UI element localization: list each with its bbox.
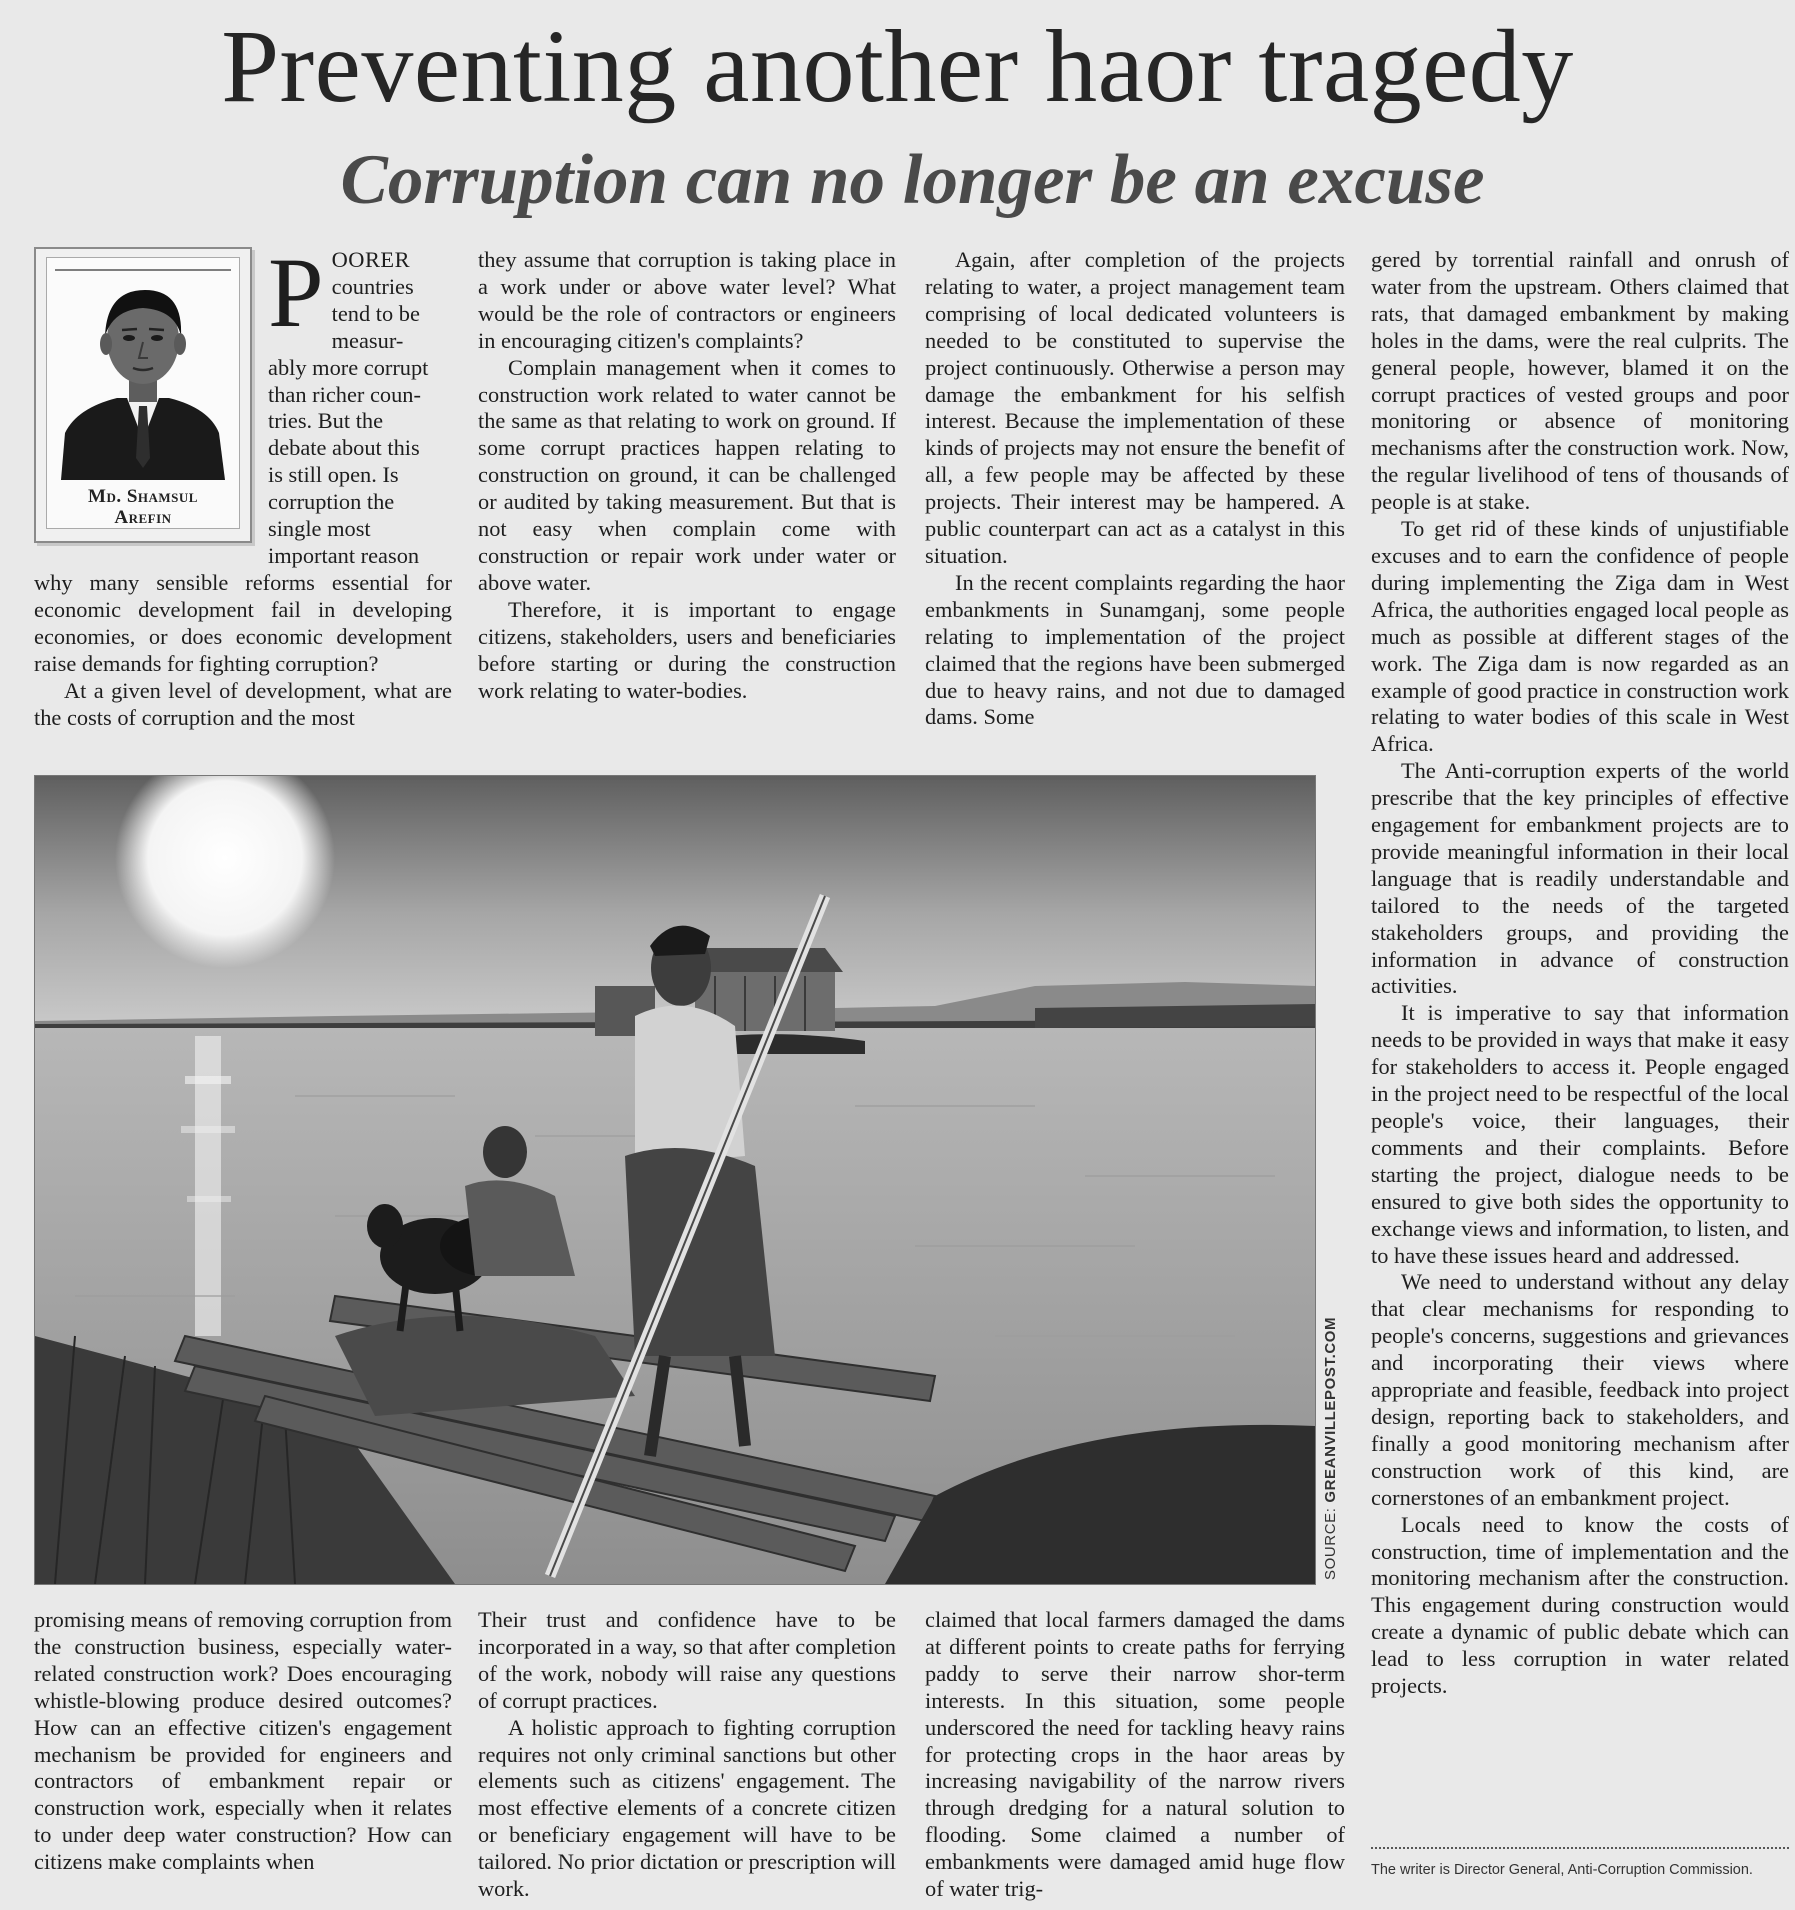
- intro-line: measur-: [331, 327, 404, 353]
- subhead: Corruption can no longer be an excuse: [340, 141, 1485, 219]
- intro-line: single most: [268, 516, 371, 542]
- column-1-bottom: [34, 1607, 452, 1876]
- paragraph: Their trust and confidence have to be incorporated in a way, so that after completion of the work, nobody will raise any questions of corrupt practices.: [478, 1607, 896, 1713]
- column-3-top: [925, 247, 1345, 731]
- paragraph: gered by torrential rainfall and onrush of water from the upstream. Others claimed that rats, that damaged embankment by making holes in the dams, were the real culprits. The general people, however, blamed it on the corrupt practices of vested groups and poor monitoring or absence of monitoring mechanisms after the construction work. Now, the regular livelihood of tens of thousands of people is at stake.: [1371, 247, 1789, 515]
- paragraph: Locals need to know the costs of construction, time of implementation and the monitoring mechanism after the construction. This engagement during construction would create a dynamic of public debate which can lead to less corruption in water related projects.: [1371, 1511, 1789, 1699]
- paragraph: Again, after completion of the projects relating to water, a project management team comprising of local dedicated volunteers is needed to be constituted to supervise the project continuously. Otherwise a person may damage the embankment for his selfish interest. Because the implementation of these kinds of projects may not ensure the benefit of all, a few people may be affected by these projects. Their interest may be hampered. A public counterpart can act as a catalyst in this situation.: [925, 247, 1345, 568]
- author-box: [34, 247, 252, 543]
- paragraph: At a given level of development, what are the costs of corruption and the most: [34, 677, 452, 730]
- paragraph: It is imperative to say that information needs to be provided in ways that make it easy for stakeholders to access it. People engaged in the project need to be respectful of the local people's voice, their languages, their comments and their complaints. Before starting the project, dialogue needs to be ensured to give both sides the opportunity to exchange views and information, to listen, and to have these issues heard and addressed.: [1371, 1000, 1789, 1268]
- column-4: [1371, 247, 1789, 1700]
- drop-cap: P: [268, 237, 324, 348]
- paragraph: In the recent complaints regarding the haor embankments in Sunamganj, some people relating to implementation of the project claimed that the regions have been submerged due to heavy rains, and not due to damaged dams. Some: [925, 569, 1345, 730]
- intro-line: ably more corrupt: [268, 354, 429, 380]
- paragraph: Complain management when it comes to construction work related to water cannot be the same as that relating to work on ground. If some corrupt practices happen relating to construction on ground, it can be challenged or audited by taking measurement. But that is not easy when complain come with construction or repair work under water or above water.: [478, 354, 896, 595]
- haor-river-scene: [35, 776, 1315, 1584]
- author-footnote: The writer is Director General, Anti-Corruption Commission.: [1371, 1862, 1753, 1878]
- intro-line: tries. But the: [268, 408, 384, 434]
- paragraph: claimed that local farmers damaged the dams at different points to create paths for ferrying paddy to serve their narrow shor-term interests. In this situation, some people underscored the need for tackling heavy rains for protecting crops in the haor areas by increasing navigability of the narrow rivers through dredging for a natural solution to flooding. Some claimed a number of embankments were damaged amid huge flow of water trig-: [925, 1607, 1345, 1902]
- column-1-top: [34, 570, 452, 731]
- paragraph: promising means of removing corruption from the construction business, especially water-related construction work? Does encouraging whistle-blowing produce desired outcomes? How can an effective citizen's engagement mechanism be provided for engineers and contractors of embankment repair or construction work, especially when it relates to under deep water construction? How can citizens make complaints when: [34, 1607, 452, 1875]
- author-name-line1: Md. Shamsul: [88, 486, 198, 507]
- column-2-top: [478, 247, 896, 704]
- paragraph: To get rid of these kinds of unjustifiable excuses and to earn the confidence of people during implementing the Ziga dam in West Africa, the authorities engaged local people as much as possible at different stages of the work. The Ziga dam is now regarded as an example of good practice in construction work relating to water bodies of this scale in West Africa.: [1371, 516, 1789, 757]
- column-3-bottom: [925, 1607, 1345, 1903]
- photo-credit-site: GREANVILLEPOST.COM: [1322, 1316, 1339, 1503]
- author-portrait: [47, 258, 239, 480]
- paragraph: why many sensible reforms essential for economic development fail in developing economies, or does economic development raise demands for fighting corruption?: [34, 570, 452, 676]
- author-name: [47, 486, 239, 528]
- author-name-line2: Arefin: [114, 507, 172, 528]
- headline: Preventing another haor tragedy: [221, 9, 1574, 124]
- intro-line: is still open. Is: [268, 462, 399, 488]
- intro-line: OORER: [331, 247, 411, 272]
- paragraph: A holistic approach to fighting corruption requires not only criminal sanctions but other elements such as citizens' engagement. The most effective elements of a concrete citizen or beneficiary engagement will have to be tailored. No prior dictation or prescription will work.: [478, 1714, 896, 1902]
- intro-line: than richer coun-: [268, 381, 421, 407]
- author-photo-frame: [46, 257, 240, 529]
- column-2-bottom: [478, 1607, 896, 1903]
- paragraph: We need to understand without any delay that clear mechanisms for responding to people's concerns, suggestions and grievances and incorporating their views where appropriate and feasible, feedback into project design, reporting back to stakeholders, and finally a good monitoring mechanism after construction work of this kind, are cornerstones of an embankment project.: [1371, 1269, 1789, 1510]
- intro-line: tend to be: [331, 300, 420, 326]
- intro-line: countries: [331, 273, 414, 299]
- paragraph: they assume that corruption is taking place in a work under or above water level? What would be the role of contractors or engineers in encouraging citizen's complaints?: [478, 247, 896, 353]
- photo-credit-prefix: SOURCE:: [1322, 1507, 1339, 1580]
- intro-line: important reason: [268, 542, 420, 568]
- intro-line: corruption the: [268, 489, 395, 515]
- paragraph: The Anti-corruption experts of the world prescribe that the key principles of effective engagement for embankment projects are to provide meaningful information in their local language that is readily understandable and tailored to the needs of the targeted stakeholders groups, and providing the information in advance of construction activities.: [1371, 758, 1789, 999]
- intro-text: [268, 237, 452, 570]
- footnote-divider: [1371, 1847, 1789, 1849]
- photo-credit: [1322, 1317, 1339, 1580]
- article-photo: [34, 775, 1316, 1585]
- intro-line: debate about this: [268, 435, 420, 461]
- paragraph: Therefore, it is important to engage citizens, stakeholders, users and beneficiaries before starting or during the construction work relating to water-bodies.: [478, 596, 896, 703]
